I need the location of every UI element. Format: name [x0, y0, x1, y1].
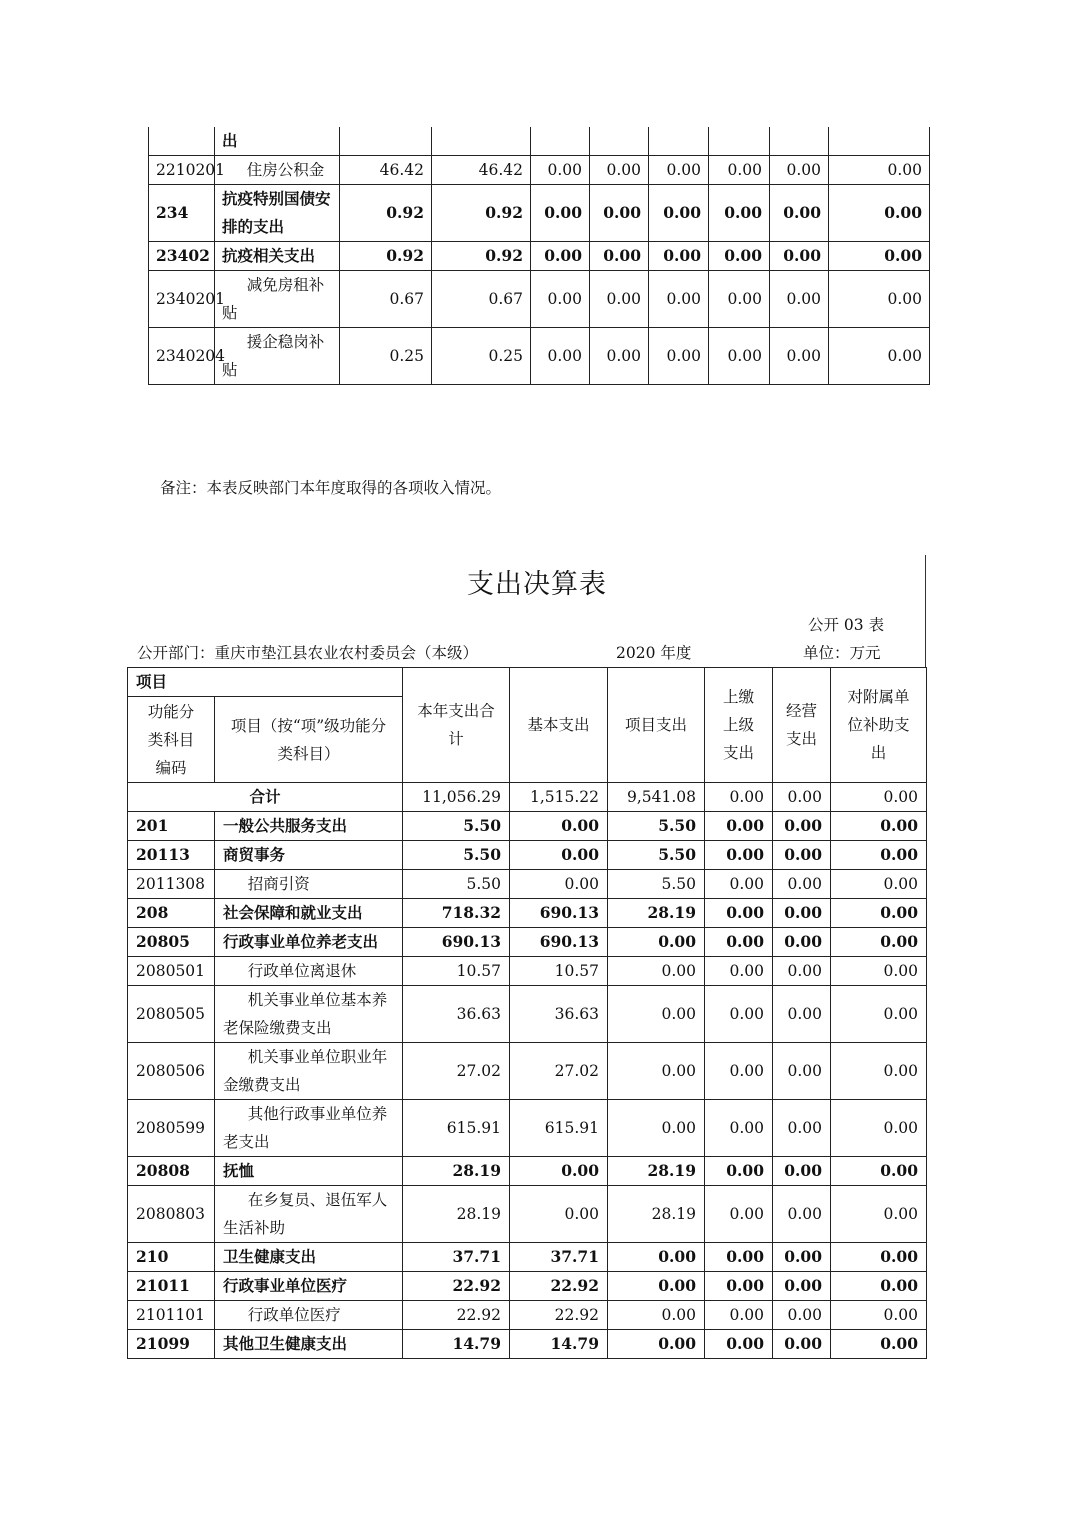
value-cell: 0.00 — [531, 271, 590, 328]
value-cell: 0.00 — [705, 1043, 773, 1100]
total-cell: 1,515.22 — [510, 783, 608, 812]
value-cell: 0.00 — [773, 1186, 831, 1243]
value-cell: 0.00 — [829, 242, 930, 271]
name-cell: 商贸事务 — [215, 841, 403, 870]
value-cell: 0.00 — [773, 1157, 831, 1186]
table-row — [128, 1043, 927, 1100]
value-cell: 0.00 — [705, 1272, 773, 1301]
value-cell: 0.00 — [831, 1100, 927, 1157]
code-cell: 2080599 — [128, 1100, 215, 1157]
value-cell: 0.00 — [705, 957, 773, 986]
value-cell: 28.19 — [403, 1157, 510, 1186]
value-cell: 0.00 — [773, 1272, 831, 1301]
table-row — [149, 127, 930, 156]
value-cell: 28.19 — [608, 899, 705, 928]
value-cell: 0.00 — [649, 185, 709, 242]
value-cell: 0.00 — [831, 1186, 927, 1243]
value-cell: 0.00 — [705, 1157, 773, 1186]
form-number: 公开 03 表 — [808, 616, 885, 634]
value-cell — [432, 127, 531, 156]
value-cell: 0.00 — [705, 986, 773, 1043]
header-total: 本年支出合计 — [403, 668, 510, 783]
value-cell: 0.00 — [531, 328, 590, 385]
table-row — [128, 1157, 927, 1186]
value-cell: 0.92 — [340, 185, 432, 242]
code-cell: 2080505 — [128, 986, 215, 1043]
name-cell: 行政事业单位医疗 — [215, 1272, 403, 1301]
value-cell: 0.00 — [531, 156, 590, 185]
value-cell: 46.42 — [340, 156, 432, 185]
value-cell: 0.00 — [770, 156, 829, 185]
value-cell: 690.13 — [510, 928, 608, 957]
value-cell: 0.00 — [705, 841, 773, 870]
header-code: 功能分类科目编码 — [128, 697, 215, 783]
value-cell: 0.00 — [705, 1186, 773, 1243]
value-cell: 0.00 — [831, 841, 927, 870]
code-cell: 21011 — [128, 1272, 215, 1301]
value-cell: 0.00 — [649, 242, 709, 271]
value-cell: 5.50 — [403, 812, 510, 841]
value-cell: 0.00 — [705, 812, 773, 841]
value-cell: 0.00 — [531, 242, 590, 271]
value-cell: 0.00 — [608, 1330, 705, 1359]
name-cell: 机关事业单位基本养老保险缴费支出 — [215, 986, 403, 1043]
header-name: 项目（按“项”级功能分类科目） — [215, 697, 403, 783]
table-note: 备注：本表反映部门本年度取得的各项收入情况。 — [160, 479, 502, 497]
total-cell: 0.00 — [705, 783, 773, 812]
value-cell: 0.00 — [773, 812, 831, 841]
value-cell — [709, 127, 770, 156]
header-project-exp: 项目支出 — [608, 668, 705, 783]
table-row — [128, 870, 927, 899]
table-row — [128, 812, 927, 841]
value-cell: 718.32 — [403, 899, 510, 928]
table-row — [128, 928, 927, 957]
value-cell: 0.00 — [705, 870, 773, 899]
value-cell: 0.00 — [831, 986, 927, 1043]
value-cell: 0.00 — [773, 1043, 831, 1100]
value-cell: 0.00 — [770, 271, 829, 328]
value-cell: 14.79 — [403, 1330, 510, 1359]
expenditure-table — [127, 667, 927, 1359]
year-label: 2020 年度 — [616, 644, 692, 662]
value-cell: 0.00 — [829, 271, 930, 328]
table-row — [128, 1330, 927, 1359]
value-cell: 0.00 — [705, 899, 773, 928]
value-cell: 0.00 — [831, 899, 927, 928]
department-label: 公开部门：重庆市垫江县农业农村委员会（本级） — [137, 644, 479, 662]
total-cell: 0.00 — [831, 783, 927, 812]
value-cell: 0.00 — [709, 271, 770, 328]
name-cell: 其他卫生健康支出 — [215, 1330, 403, 1359]
value-cell: 5.50 — [608, 870, 705, 899]
value-cell: 0.00 — [608, 1272, 705, 1301]
table-row — [128, 1301, 927, 1330]
name-cell: 行政事业单位养老支出 — [215, 928, 403, 957]
value-cell: 0.00 — [829, 185, 930, 242]
value-cell: 0.00 — [510, 1186, 608, 1243]
unit-label: 单位：万元 — [803, 644, 881, 662]
value-cell: 0.00 — [773, 1100, 831, 1157]
value-cell: 10.57 — [510, 957, 608, 986]
value-cell: 0.00 — [831, 1272, 927, 1301]
name-cell: 抗疫特别国债安排的支出 — [215, 185, 340, 242]
value-cell: 28.19 — [403, 1186, 510, 1243]
value-cell: 0.92 — [432, 185, 531, 242]
value-cell: 14.79 — [510, 1330, 608, 1359]
value-cell — [770, 127, 829, 156]
value-cell: 0.00 — [590, 242, 649, 271]
value-cell: 0.00 — [649, 156, 709, 185]
value-cell: 0.00 — [608, 986, 705, 1043]
name-cell: 抚恤 — [215, 1157, 403, 1186]
value-cell: 0.00 — [773, 928, 831, 957]
value-cell: 0.67 — [432, 271, 531, 328]
value-cell: 0.00 — [510, 870, 608, 899]
name-cell: 行政单位医疗 — [215, 1301, 403, 1330]
name-cell: 援企稳岗补贴 — [215, 328, 340, 385]
value-cell: 0.00 — [608, 928, 705, 957]
value-cell: 0.00 — [531, 185, 590, 242]
value-cell: 0.00 — [709, 242, 770, 271]
table-row — [128, 986, 927, 1043]
value-cell: 5.50 — [403, 870, 510, 899]
value-cell: 690.13 — [510, 899, 608, 928]
value-cell: 22.92 — [510, 1272, 608, 1301]
header-project: 项目 — [128, 668, 403, 697]
value-cell: 28.19 — [608, 1157, 705, 1186]
value-cell: 0.00 — [510, 812, 608, 841]
value-cell: 0.25 — [432, 328, 531, 385]
value-cell: 615.91 — [510, 1100, 608, 1157]
divider-line — [925, 555, 926, 667]
value-cell: 22.92 — [403, 1272, 510, 1301]
code-cell: 2101101 — [128, 1301, 215, 1330]
value-cell: 0.00 — [831, 1157, 927, 1186]
value-cell: 0.00 — [770, 242, 829, 271]
value-cell: 0.00 — [608, 1243, 705, 1272]
value-cell — [590, 127, 649, 156]
value-cell: 0.00 — [773, 957, 831, 986]
name-cell: 社会保障和就业支出 — [215, 899, 403, 928]
table-row — [149, 242, 930, 271]
total-cell: 0.00 — [773, 783, 831, 812]
value-cell: 0.00 — [510, 1157, 608, 1186]
value-cell — [649, 127, 709, 156]
name-cell: 一般公共服务支出 — [215, 812, 403, 841]
table-row — [128, 957, 927, 986]
name-cell: 其他行政事业单位养老支出 — [215, 1100, 403, 1157]
name-cell: 出 — [215, 127, 340, 156]
value-cell: 0.00 — [608, 1043, 705, 1100]
value-cell: 0.25 — [340, 328, 432, 385]
value-cell: 5.50 — [608, 812, 705, 841]
code-cell: 2210201 — [149, 156, 215, 185]
value-cell: 36.63 — [403, 986, 510, 1043]
value-cell: 0.00 — [705, 1243, 773, 1272]
name-cell: 住房公积金 — [215, 156, 340, 185]
header-basic: 基本支出 — [510, 668, 608, 783]
table-row — [128, 841, 927, 870]
code-cell: 20113 — [128, 841, 215, 870]
value-cell: 5.50 — [403, 841, 510, 870]
value-cell: 22.92 — [510, 1301, 608, 1330]
value-cell: 37.71 — [403, 1243, 510, 1272]
value-cell: 0.00 — [770, 185, 829, 242]
value-cell: 0.00 — [590, 156, 649, 185]
value-cell: 27.02 — [510, 1043, 608, 1100]
value-cell: 22.92 — [403, 1301, 510, 1330]
table-row — [128, 1186, 927, 1243]
name-cell: 卫生健康支出 — [215, 1243, 403, 1272]
value-cell: 0.00 — [705, 928, 773, 957]
value-cell: 0.00 — [831, 1043, 927, 1100]
code-cell: 210 — [128, 1243, 215, 1272]
value-cell: 0.00 — [709, 156, 770, 185]
value-cell: 0.00 — [770, 328, 829, 385]
header-upper: 上缴上级支出 — [705, 668, 773, 783]
table-row — [128, 1100, 927, 1157]
page-title: 支出决算表 — [467, 569, 607, 600]
value-cell: 28.19 — [608, 1186, 705, 1243]
header-row — [128, 668, 927, 697]
value-cell: 27.02 — [403, 1043, 510, 1100]
value-cell: 690.13 — [403, 928, 510, 957]
table-row — [128, 899, 927, 928]
value-cell: 0.00 — [773, 899, 831, 928]
code-cell: 2340204 — [149, 328, 215, 385]
header-subsidy: 对附属单位补助支出 — [831, 668, 927, 783]
name-cell: 抗疫相关支出 — [215, 242, 340, 271]
value-cell: 0.00 — [829, 156, 930, 185]
value-cell: 0.92 — [432, 242, 531, 271]
value-cell: 37.71 — [510, 1243, 608, 1272]
value-cell: 0.00 — [831, 928, 927, 957]
value-cell: 0.00 — [773, 986, 831, 1043]
value-cell: 0.00 — [608, 1301, 705, 1330]
name-cell: 机关事业单位职业年金缴费支出 — [215, 1043, 403, 1100]
total-label: 合计 — [128, 783, 403, 812]
table-row — [128, 1243, 927, 1272]
header-business: 经营支出 — [773, 668, 831, 783]
table-row — [149, 271, 930, 328]
code-cell: 20805 — [128, 928, 215, 957]
value-cell: 0.00 — [705, 1301, 773, 1330]
value-cell: 615.91 — [403, 1100, 510, 1157]
code-cell — [149, 127, 215, 156]
value-cell: 0.00 — [831, 1301, 927, 1330]
value-cell: 0.00 — [831, 957, 927, 986]
value-cell: 0.00 — [608, 1100, 705, 1157]
value-cell: 0.00 — [773, 1330, 831, 1359]
value-cell: 0.00 — [590, 271, 649, 328]
code-cell: 2080501 — [128, 957, 215, 986]
table-row — [149, 328, 930, 385]
code-cell: 201 — [128, 812, 215, 841]
value-cell: 0.00 — [773, 841, 831, 870]
total-cell: 9,541.08 — [608, 783, 705, 812]
code-cell: 23402 — [149, 242, 215, 271]
value-cell: 0.00 — [705, 1330, 773, 1359]
value-cell: 0.00 — [831, 812, 927, 841]
value-cell: 0.00 — [829, 328, 930, 385]
table-row — [149, 185, 930, 242]
value-cell: 0.00 — [831, 1330, 927, 1359]
total-cell: 11,056.29 — [403, 783, 510, 812]
code-cell: 2340201 — [149, 271, 215, 328]
value-cell: 0.00 — [773, 1301, 831, 1330]
value-cell: 46.42 — [432, 156, 531, 185]
value-cell: 0.00 — [709, 328, 770, 385]
value-cell: 0.00 — [773, 870, 831, 899]
value-cell: 0.00 — [773, 1243, 831, 1272]
value-cell: 0.00 — [831, 1243, 927, 1272]
table-row — [128, 1272, 927, 1301]
code-cell: 2011308 — [128, 870, 215, 899]
code-cell: 2080506 — [128, 1043, 215, 1100]
value-cell: 0.00 — [649, 271, 709, 328]
code-cell: 208 — [128, 899, 215, 928]
value-cell: 0.67 — [340, 271, 432, 328]
name-cell: 招商引资 — [215, 870, 403, 899]
value-cell: 0.92 — [340, 242, 432, 271]
code-cell: 20808 — [128, 1157, 215, 1186]
name-cell: 在乡复员、退伍军人生活补助 — [215, 1186, 403, 1243]
value-cell: 0.00 — [510, 841, 608, 870]
value-cell: 0.00 — [709, 185, 770, 242]
total-row — [128, 783, 927, 812]
value-cell: 0.00 — [831, 870, 927, 899]
name-cell: 减免房租补贴 — [215, 271, 340, 328]
value-cell: 36.63 — [510, 986, 608, 1043]
table-row — [149, 156, 930, 185]
value-cell — [829, 127, 930, 156]
code-cell: 21099 — [128, 1330, 215, 1359]
name-cell: 行政单位离退休 — [215, 957, 403, 986]
value-cell: 0.00 — [649, 328, 709, 385]
value-cell: 0.00 — [590, 328, 649, 385]
value-cell: 0.00 — [590, 185, 649, 242]
value-cell: 0.00 — [608, 957, 705, 986]
value-cell — [340, 127, 432, 156]
income-table-continuation — [148, 127, 930, 385]
code-cell: 2080803 — [128, 1186, 215, 1243]
value-cell: 5.50 — [608, 841, 705, 870]
value-cell — [531, 127, 590, 156]
value-cell: 10.57 — [403, 957, 510, 986]
value-cell: 0.00 — [705, 1100, 773, 1157]
code-cell: 234 — [149, 185, 215, 242]
